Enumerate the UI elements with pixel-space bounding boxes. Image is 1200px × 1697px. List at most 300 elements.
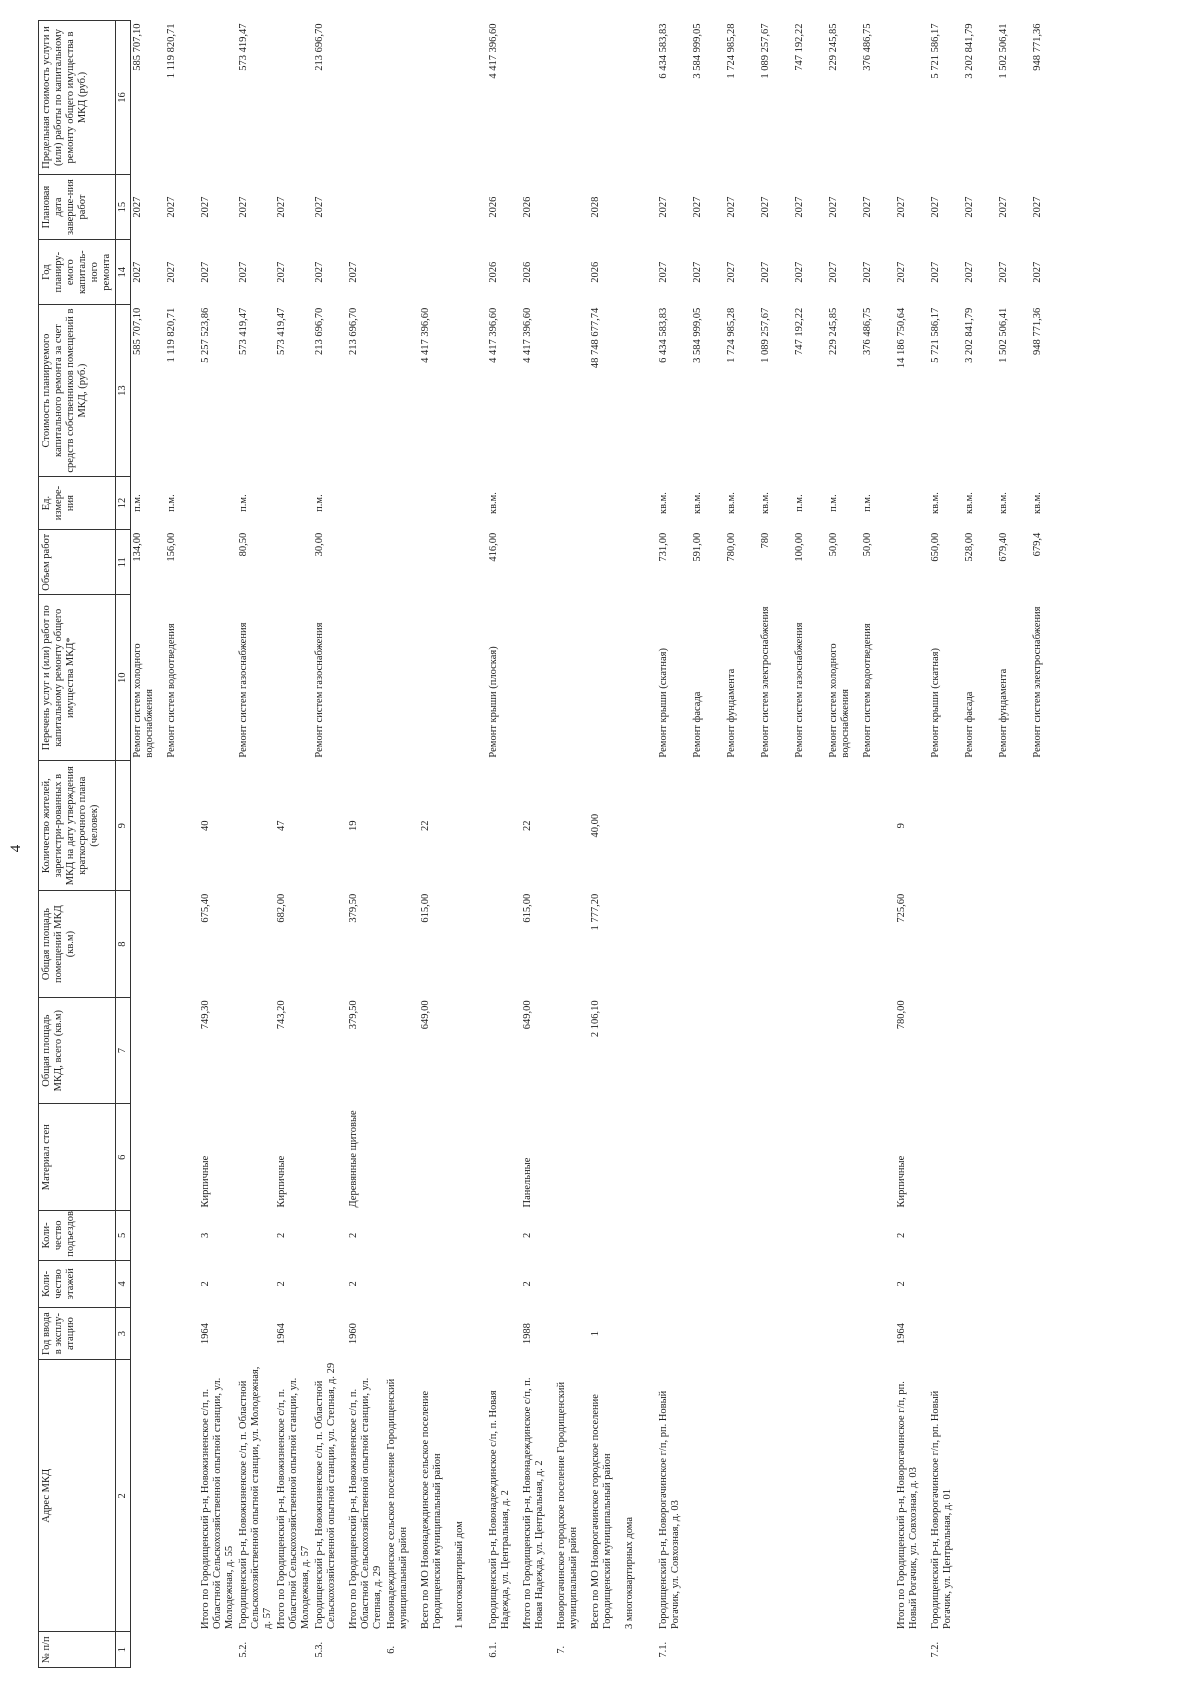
total-area-cell — [963, 997, 997, 1104]
total-area-cell: 780,00 — [895, 1000, 907, 1030]
repair-year-cell: 2027 — [759, 261, 771, 283]
year-built-cell — [385, 1308, 419, 1360]
completion-date-cell: 2027 — [691, 196, 703, 218]
wall-material-cell — [759, 1104, 793, 1211]
entrances-cell: 3 — [199, 1232, 211, 1238]
cost-cell: 5 721 586,17 — [929, 307, 941, 363]
col-number: 8 — [116, 891, 131, 998]
cost-cell: 213 696,70 — [313, 307, 325, 355]
completion-date-cell — [623, 175, 657, 240]
cost-cell: 4 417 396,60 — [487, 307, 499, 363]
floors-cell — [385, 1260, 419, 1307]
work-type-cell: Ремонт систем электроснабжения — [759, 606, 771, 758]
floors-cell — [313, 1260, 347, 1307]
address-cell — [1031, 1360, 1065, 1632]
work-type-cell: Ремонт систем газоснабжения — [313, 622, 325, 758]
year-built-cell — [1031, 1308, 1065, 1360]
residents-cell — [453, 761, 487, 891]
col-header-14: Год планиру-емого капиталь-ного ремонта — [39, 240, 116, 305]
col-header-2: Адрес МКД — [39, 1360, 116, 1632]
unit-cell: п.м. — [827, 494, 839, 512]
table-row — [237, 21, 275, 1668]
table-row — [963, 21, 997, 1668]
floors-cell — [827, 1260, 861, 1307]
completion-date-cell: 2027 — [657, 196, 669, 218]
wall-material-cell: Кирпичные — [199, 1155, 211, 1208]
entrances-cell — [555, 1210, 589, 1260]
year-built-cell — [861, 1308, 895, 1360]
col-header-4: Коли-чество этажей — [39, 1260, 116, 1307]
residents-cell — [997, 761, 1031, 891]
total-area-cell — [793, 997, 827, 1104]
row-number: 5.3. — [313, 1641, 325, 1658]
header-row — [39, 21, 116, 1668]
unit-cell: п.м. — [313, 494, 325, 512]
row-number — [419, 1632, 453, 1668]
work-type-cell: Ремонт систем газоснабжения — [237, 622, 249, 758]
work-volume-cell: 50,00 — [827, 532, 839, 557]
premises-area-cell: 1 777,20 — [589, 893, 601, 931]
col-number: 7 — [116, 997, 131, 1104]
col-number: 1 — [116, 1632, 131, 1668]
address-cell: Новорогачинское городское поселение Городищенский муниципальный район — [555, 1381, 579, 1629]
wall-material-cell — [861, 1104, 895, 1211]
work-volume-cell: 780,00 — [725, 532, 737, 562]
work-type-cell: Ремонт систем холодного водоснабжения — [827, 643, 851, 758]
completion-date-cell — [347, 175, 385, 240]
unit-cell — [623, 476, 657, 529]
unit-cell: кв.м. — [725, 492, 737, 515]
address-cell: Городищенский р-н, Новожизненское с/п, п. Областной Сельскохозяйственной опытной станции, ул. Степная, д. 29 — [313, 1362, 337, 1629]
unit-cell: кв.м. — [997, 492, 1009, 515]
year-built-cell — [453, 1308, 487, 1360]
row-number — [759, 1632, 793, 1668]
col-number: 6 — [116, 1104, 131, 1211]
residents-cell — [237, 761, 275, 891]
address-cell: Городищенский р-н, Новорогачинское г/п, рп. Новый Рогачик, ул. Совхозная, д. 03 — [657, 1390, 681, 1629]
col-header-5: Коли-чество подъездов — [39, 1210, 116, 1260]
year-built-cell — [963, 1308, 997, 1360]
repair-year-cell: 2027 — [929, 261, 941, 283]
premises-area-cell — [131, 891, 165, 998]
cost-cell: 229 245,85 — [827, 307, 839, 355]
work-volume-cell — [555, 530, 589, 595]
row-number: 5.2. — [237, 1641, 249, 1658]
col-header-16: Предельная стоимость услуги и (или) работы по капитальному ремонту общего имущества в МКД (руб.) — [39, 21, 116, 175]
floors-cell — [165, 1260, 199, 1307]
entrances-cell: 2 — [275, 1232, 287, 1238]
floors-cell — [131, 1260, 165, 1307]
floors-cell — [691, 1260, 725, 1307]
col-header-3: Год ввода в эксплу-атацию — [39, 1308, 116, 1360]
cost-cell: 48 748 677,74 — [589, 307, 601, 369]
floors-cell — [725, 1260, 759, 1307]
row-number: 7. — [555, 1645, 567, 1654]
table-row — [521, 21, 555, 1668]
residents-cell — [759, 761, 793, 891]
repair-year-cell — [419, 240, 453, 305]
col-number: 10 — [116, 595, 131, 761]
work-type-cell — [589, 595, 623, 761]
residents-cell — [725, 761, 759, 891]
col-header-6: Материал стен — [39, 1104, 116, 1211]
entrances-cell — [793, 1210, 827, 1260]
repair-year-cell: 2026 — [487, 261, 499, 283]
work-volume-cell — [385, 530, 419, 595]
col-header-12: Ед. измере-ния — [39, 476, 116, 529]
year-built-cell — [725, 1308, 759, 1360]
entrances-cell: 2 — [347, 1232, 359, 1238]
year-built-cell — [793, 1308, 827, 1360]
unit-cell: кв.м. — [1031, 492, 1043, 515]
repair-year-cell: 2027 — [237, 261, 249, 283]
unit-cell: кв.м. — [657, 492, 669, 515]
work-type-cell — [199, 595, 237, 761]
total-area-cell — [1031, 997, 1065, 1104]
work-type-cell — [453, 595, 487, 761]
wall-material-cell: Деревянные щитовые — [347, 1110, 359, 1208]
year-built-cell — [487, 1308, 521, 1360]
work-type-cell — [385, 595, 419, 761]
completion-date-cell: 2027 — [793, 196, 805, 218]
unit-cell — [589, 476, 623, 529]
max-cost-cell: 213 696,70 — [313, 23, 325, 71]
completion-date-cell: 2027 — [1031, 196, 1043, 218]
table-row — [199, 21, 237, 1668]
col-number: 14 — [116, 240, 131, 305]
entrances-cell — [929, 1210, 963, 1260]
unit-cell: кв.м. — [691, 492, 703, 515]
floors-cell — [453, 1260, 487, 1307]
unit-cell: п.м. — [165, 494, 177, 512]
floors-cell — [997, 1260, 1031, 1307]
completion-date-cell: 2027 — [313, 196, 325, 218]
table-row — [453, 21, 487, 1668]
total-area-cell: 743,20 — [275, 1000, 287, 1030]
wall-material-cell — [453, 1104, 487, 1211]
floors-cell: 2 — [275, 1281, 287, 1287]
total-area-cell — [725, 997, 759, 1104]
unit-cell — [347, 476, 385, 529]
premises-area-cell — [793, 891, 827, 998]
year-built-cell — [313, 1308, 347, 1360]
max-cost-cell — [347, 21, 385, 175]
entrances-cell — [691, 1210, 725, 1260]
cost-cell: 3 584 999,05 — [691, 307, 703, 363]
repair-year-cell: 2027 — [895, 261, 907, 283]
repair-year-cell: 2027 — [1031, 261, 1043, 283]
premises-area-cell: 682,00 — [275, 893, 287, 923]
completion-date-cell: 2027 — [237, 196, 249, 218]
table-row — [1031, 21, 1065, 1668]
address-cell — [725, 1360, 759, 1632]
floors-cell: 2 — [347, 1281, 359, 1287]
cost-cell — [385, 305, 419, 477]
premises-area-cell: 615,00 — [521, 893, 533, 923]
completion-date-cell — [555, 175, 589, 240]
address-cell: Итого по Городищенский р-н, Новожизненское с/п, п. Областной Сельскохозяйственной опытной станции, ул. Степная, д. 29 — [347, 1377, 383, 1629]
col-number: 3 — [116, 1308, 131, 1360]
unit-cell — [419, 476, 453, 529]
repair-year-cell: 2027 — [165, 261, 177, 283]
wall-material-cell — [997, 1104, 1031, 1211]
row-number: 7.1. — [657, 1641, 669, 1658]
work-volume-cell: 80,50 — [237, 532, 249, 557]
unit-cell — [895, 476, 929, 529]
completion-date-cell: 2028 — [589, 196, 601, 218]
col-header-9: Количество жителей, зарегистри-рованных в МКД на дату утверждения краткосрочного плана (человек) — [39, 761, 116, 891]
floors-cell — [657, 1260, 691, 1307]
premises-area-cell — [759, 891, 793, 998]
table-row — [861, 21, 895, 1668]
year-built-cell: 1960 — [347, 1323, 359, 1345]
repair-year-cell: 2027 — [725, 261, 737, 283]
repair-year-cell: 2027 — [313, 261, 325, 283]
repair-year-cell: 2027 — [963, 261, 975, 283]
work-volume-cell: 650,00 — [929, 532, 941, 562]
completion-date-cell: 2027 — [963, 196, 975, 218]
col-number: 16 — [116, 21, 131, 175]
row-number — [199, 1632, 237, 1668]
completion-date-cell: 2027 — [275, 196, 287, 218]
year-built-cell: 1 — [589, 1330, 601, 1337]
total-area-cell — [759, 997, 793, 1104]
cost-cell: 573 419,47 — [275, 307, 287, 355]
table-row — [623, 21, 657, 1668]
entrances-cell — [165, 1210, 199, 1260]
column-number-row — [116, 21, 131, 1668]
max-cost-cell: 1 119 820,71 — [165, 23, 177, 79]
table-row — [419, 21, 453, 1668]
premises-area-cell — [657, 891, 691, 998]
repair-year-cell — [453, 240, 487, 305]
entrances-cell — [657, 1210, 691, 1260]
wall-material-cell — [385, 1104, 419, 1211]
premises-area-cell — [929, 891, 963, 998]
col-number: 4 — [116, 1260, 131, 1307]
max-cost-cell — [589, 21, 623, 175]
entrances-cell — [487, 1210, 521, 1260]
address-cell — [963, 1360, 997, 1632]
max-cost-cell: 1 724 985,28 — [725, 23, 737, 79]
address-cell — [131, 1360, 165, 1632]
completion-date-cell: 2026 — [521, 196, 533, 218]
max-cost-cell: 1 502 506,41 — [997, 23, 1009, 79]
residents-cell — [165, 761, 199, 891]
cost-cell: 1 119 820,71 — [165, 307, 177, 363]
completion-date-cell: 2027 — [759, 196, 771, 218]
completion-date-cell — [385, 175, 419, 240]
residents-cell — [861, 761, 895, 891]
year-built-cell: 1964 — [275, 1323, 287, 1345]
residents-cell — [385, 761, 419, 891]
row-number — [165, 1632, 199, 1668]
residents-cell: 9 — [895, 823, 907, 829]
unit-cell: п.м. — [793, 494, 805, 512]
residents-cell: 19 — [347, 820, 359, 831]
unit-cell: п.м. — [132, 494, 143, 512]
total-area-cell — [237, 997, 275, 1104]
residents-cell — [131, 761, 165, 891]
row-number — [793, 1632, 827, 1668]
premises-area-cell — [997, 891, 1031, 998]
unit-cell: кв.м. — [487, 492, 499, 515]
work-volume-cell: 30,00 — [313, 532, 325, 557]
address-cell: 1 многоквартирный дом — [453, 1521, 465, 1629]
total-area-cell — [657, 997, 691, 1104]
work-type-cell: Ремонт систем газоснабжения — [793, 622, 805, 758]
entrances-cell — [725, 1210, 759, 1260]
wall-material-cell — [929, 1104, 963, 1211]
table-row — [385, 21, 419, 1668]
work-volume-cell — [275, 530, 313, 595]
row-number — [589, 1632, 623, 1668]
residents-cell — [827, 761, 861, 891]
wall-material-cell — [555, 1104, 589, 1211]
work-volume-cell: 731,00 — [657, 532, 669, 562]
wall-material-cell — [725, 1104, 759, 1211]
completion-date-cell: 2027 — [725, 196, 737, 218]
table-row — [347, 21, 385, 1668]
total-area-cell: 379,50 — [347, 1000, 359, 1030]
address-cell — [861, 1360, 895, 1632]
entrances-cell — [827, 1210, 861, 1260]
entrances-cell — [237, 1210, 275, 1260]
completion-date-cell: 2027 — [827, 196, 839, 218]
col-number: 15 — [116, 175, 131, 240]
work-volume-cell — [347, 530, 385, 595]
completion-date-cell: 2026 — [487, 196, 499, 218]
work-volume-cell — [419, 530, 453, 595]
work-type-cell: Ремонт систем водоотведения — [861, 623, 873, 758]
year-built-cell — [997, 1308, 1031, 1360]
address-cell: Итого по Городищенский р-н, Новорогачинское г/п, рп. Новый Рогачик, ул. Совхозная, д. 03 — [895, 1381, 919, 1629]
residents-cell: 47 — [275, 820, 287, 831]
work-type-cell — [555, 595, 589, 761]
total-area-cell — [313, 997, 347, 1104]
col-header-11: Объем работ — [39, 530, 116, 595]
address-cell — [997, 1360, 1031, 1632]
work-type-cell: Ремонт фундамента — [725, 668, 737, 758]
address-cell: Итого по Городищенский р-н, Новожизненское с/п, п. Областной Сельскохозяйственной опытной станции, ул. Молодежная, д. 55 — [199, 1377, 235, 1629]
total-area-cell — [555, 997, 589, 1104]
total-area-cell — [997, 997, 1031, 1104]
premises-area-cell — [385, 891, 419, 998]
col-header-8: Общая площадь помещений МКД (кв.м) — [39, 891, 116, 998]
unit-cell: п.м. — [237, 494, 249, 512]
col-header-10: Перечень услуг и (или) работ по капитальному ремонту общего имущества МКД* — [39, 595, 116, 761]
table-row — [275, 21, 313, 1668]
row-number — [997, 1632, 1031, 1668]
premises-area-cell — [1031, 891, 1065, 998]
entrances-cell — [1031, 1210, 1065, 1260]
residents-cell — [555, 761, 589, 891]
premises-area-cell — [861, 891, 895, 998]
col-number: 5 — [116, 1210, 131, 1260]
completion-date-cell — [453, 175, 487, 240]
table-row — [165, 21, 199, 1668]
work-type-cell — [623, 595, 657, 761]
row-number — [521, 1632, 555, 1668]
cost-cell: 6 434 583,83 — [657, 307, 669, 363]
col-header-1: № п/п — [39, 1632, 116, 1668]
repair-year-cell — [555, 240, 589, 305]
year-built-cell — [165, 1308, 199, 1360]
work-type-cell: Ремонт систем водоотведения — [165, 623, 177, 758]
address-cell: Итого по Городищенский р-н, Новожизненское с/п, п. Областной Сельскохозяйственной опытной станции, ул. Молодежная, д. 57 — [275, 1377, 311, 1629]
year-built-cell — [555, 1308, 589, 1360]
total-area-cell — [487, 997, 521, 1104]
repair-year-cell: 2027 — [657, 261, 669, 283]
table-row — [555, 21, 589, 1668]
year-built-cell — [623, 1308, 657, 1360]
row-number — [1031, 1632, 1065, 1668]
residents-cell: 40,00 — [589, 813, 601, 838]
address-cell: Новонадеждинское сельское поселение Городищенский муниципальный район — [385, 1378, 409, 1629]
row-number — [347, 1632, 385, 1668]
entrances-cell: 2 — [521, 1232, 533, 1238]
wall-material-cell — [691, 1104, 725, 1211]
max-cost-cell — [419, 21, 453, 175]
max-cost-cell: 6 434 583,83 — [657, 23, 669, 79]
row-number: 7.2. — [929, 1641, 941, 1658]
year-built-cell: 1988 — [521, 1323, 533, 1345]
total-area-cell — [827, 997, 861, 1104]
year-built-cell — [759, 1308, 793, 1360]
premises-area-cell: 615,00 — [419, 893, 431, 923]
completion-date-cell: 2027 — [861, 196, 873, 218]
unit-cell — [275, 476, 313, 529]
work-volume-cell: 679,40 — [997, 532, 1009, 562]
premises-area-cell: 725,60 — [895, 893, 907, 923]
wall-material-cell — [793, 1104, 827, 1211]
wall-material-cell — [131, 1104, 165, 1211]
max-cost-cell: 4 417 396,60 — [487, 23, 499, 79]
premises-area-cell — [237, 891, 275, 998]
table-row — [759, 21, 793, 1668]
premises-area-cell — [487, 891, 521, 998]
cost-cell: 1 089 257,67 — [759, 307, 771, 363]
address-cell: Итого по Городищенский р-н, Новонадеждинское с/п, п. Новая Надежда, ул. Центральная, д. 2 — [521, 1377, 545, 1629]
max-cost-cell: 747 192,22 — [793, 23, 805, 71]
repair-plan-table — [38, 20, 1065, 1668]
cost-cell: 14 186 750,64 — [895, 307, 907, 369]
table-row — [895, 21, 929, 1668]
total-area-cell — [623, 997, 657, 1104]
wall-material-cell — [963, 1104, 997, 1211]
completion-date-cell: 2027 — [199, 196, 211, 218]
floors-cell — [1031, 1260, 1065, 1307]
total-area-cell — [453, 997, 487, 1104]
unit-cell: кв.м. — [963, 492, 975, 515]
repair-year-cell — [623, 240, 657, 305]
cost-cell: 3 202 841,79 — [963, 307, 975, 363]
residents-cell — [487, 761, 521, 891]
entrances-cell — [453, 1210, 487, 1260]
col-number: 2 — [116, 1360, 131, 1632]
cost-cell: 1 502 506,41 — [997, 307, 1009, 363]
entrances-cell — [131, 1210, 165, 1260]
address-cell — [759, 1360, 793, 1632]
total-area-cell — [165, 997, 199, 1104]
total-area-cell: 649,00 — [419, 1000, 431, 1030]
cost-cell — [623, 305, 657, 477]
col-header-13: Стоимость планируемого капитального ремонта за счет средств собственников помещений в МКД, (руб.) — [39, 305, 116, 477]
floors-cell — [589, 1260, 623, 1307]
unit-cell — [385, 476, 419, 529]
max-cost-cell — [385, 21, 419, 175]
table-row — [589, 21, 623, 1668]
